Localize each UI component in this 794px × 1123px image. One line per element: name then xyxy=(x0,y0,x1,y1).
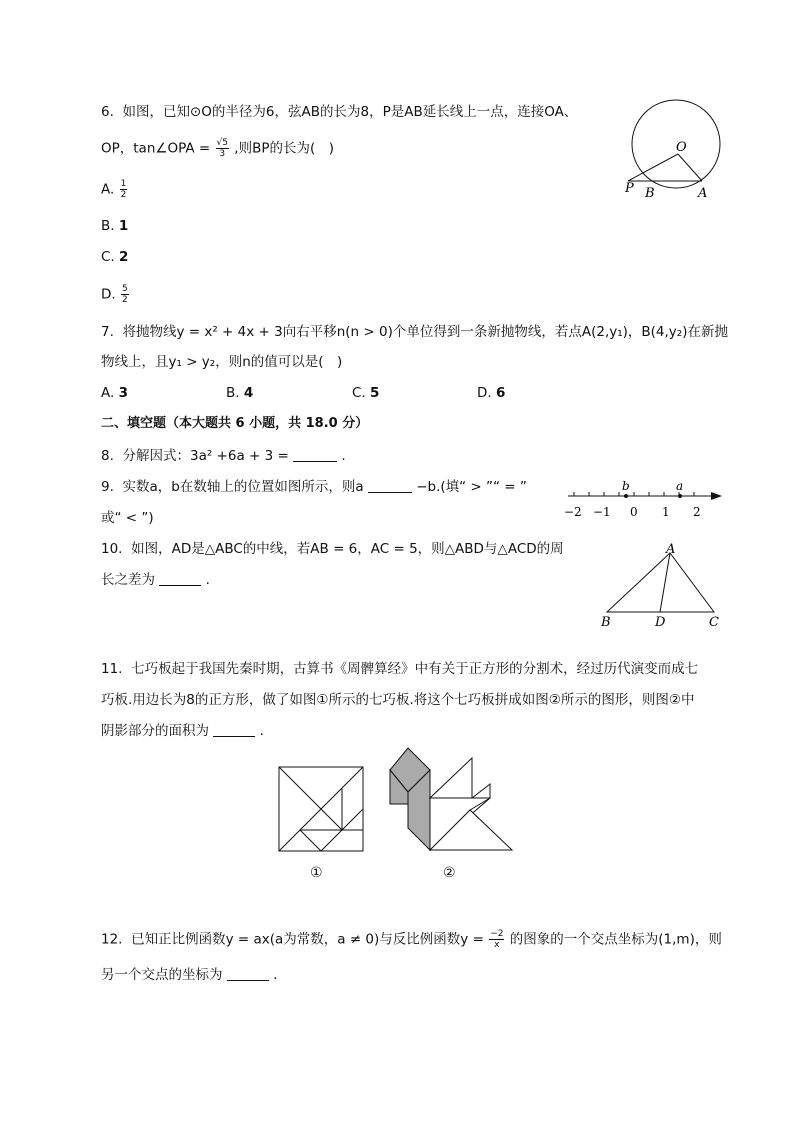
q7-option-a[interactable] xyxy=(101,384,128,402)
line-OA xyxy=(678,154,702,181)
q6-option-d[interactable] xyxy=(101,284,130,305)
label-O: O xyxy=(676,140,687,155)
option-value: 5 xyxy=(370,385,380,401)
q7-line2 xyxy=(101,353,342,371)
fraction-denominator: x xyxy=(494,940,500,950)
q12-end: . xyxy=(273,967,278,983)
q12-line1 xyxy=(101,929,722,950)
q11-tangram-figure-1 xyxy=(278,766,364,852)
q6-text-after-frac: ,则BP的长为( ) xyxy=(234,140,335,157)
tick-label: 1 xyxy=(662,505,670,519)
triangle-ABC xyxy=(607,553,714,612)
q6-circle-figure xyxy=(620,96,730,206)
q9-text-before: 实数a，b在数轴上的位置如图所示，则a xyxy=(122,479,364,495)
q8-text: 分解因式：3a² +6a + 3 = xyxy=(122,448,289,464)
line-PO xyxy=(628,154,678,181)
label-B: B xyxy=(645,186,655,201)
q11-text-line1: 七巧板起于我国先秦时期，古算书《周髀算经》中有关于正方形的分割术，经过历代演变而成七 xyxy=(131,661,699,677)
q6-number: 6. xyxy=(101,104,114,120)
label-P: P xyxy=(625,181,634,196)
q10-line1 xyxy=(101,540,564,558)
q7-option-b[interactable] xyxy=(226,384,253,402)
q12-text-line2: 另一个交点的坐标为 xyxy=(101,967,223,983)
q10-line2 xyxy=(101,571,210,589)
option-label: B. xyxy=(226,385,240,401)
section-title: 二、填空题（本大题共 6 小题，共 18.0 分） xyxy=(101,416,369,431)
option-label: A. xyxy=(101,385,115,401)
option-value: 6 xyxy=(495,385,506,401)
q11-line3 xyxy=(101,722,264,740)
q12-line2 xyxy=(101,966,277,984)
axis-arrow xyxy=(711,492,722,500)
option-label: C. xyxy=(101,249,115,265)
q8-end: . xyxy=(341,448,346,464)
fraction-numerator: 5 xyxy=(121,284,128,294)
median-AD xyxy=(660,553,670,612)
q6-option-c[interactable] xyxy=(101,248,128,266)
option-label: D. xyxy=(101,286,116,303)
q8-answer-blank[interactable] xyxy=(293,447,337,462)
q11-text-line2: 巧板.用边长为8的正方形，做了如图①所示的七巧板.将这个七巧板拼成如图②所示的图形，则图②中 xyxy=(101,692,695,708)
option-fraction xyxy=(121,284,129,305)
option-label: B. xyxy=(101,218,115,234)
option-value: 3 xyxy=(118,385,128,401)
q10-triangle-figure xyxy=(592,540,727,632)
tangram-diagonal xyxy=(279,767,342,830)
q6-tan-fraction xyxy=(216,138,229,159)
q11-figure-1-label: ① xyxy=(310,865,323,881)
tick-label: 0 xyxy=(630,505,638,519)
q9-text-after: −b.(填“ > ”“ = ” xyxy=(416,479,527,495)
q10-number: 10. xyxy=(101,541,123,557)
q7-number: 7. xyxy=(101,324,114,340)
q6-option-b[interactable] xyxy=(101,217,128,235)
fraction-denominator: 2 xyxy=(121,295,128,305)
q6-text-before-frac: OP，tan∠OPA = xyxy=(101,140,211,157)
label-a: a xyxy=(676,479,684,493)
option-label: A. xyxy=(101,181,115,198)
option-fraction xyxy=(120,179,128,200)
q11-line2 xyxy=(101,691,694,709)
q9-answer-blank[interactable] xyxy=(368,478,412,493)
fraction-numerator: −2 xyxy=(490,929,504,939)
q10-answer-blank[interactable] xyxy=(159,571,201,586)
q6-line1 xyxy=(101,103,577,121)
label-B: B xyxy=(601,615,611,630)
q11-text-line3: 阴影部分的面积为 xyxy=(101,723,209,739)
q11-end: . xyxy=(259,723,264,739)
option-value: 4 xyxy=(243,385,254,401)
q12-number: 12. xyxy=(101,931,123,948)
q9-number: 9. xyxy=(101,479,114,495)
q7-text-line2: 物线上，且y₁ > y₂，则n的值可以是( ) xyxy=(101,354,343,370)
q8-line xyxy=(101,447,346,465)
fraction-numerator: 1 xyxy=(120,179,127,189)
q7-line1 xyxy=(101,323,728,341)
q7-option-c[interactable] xyxy=(352,384,379,402)
label-C: C xyxy=(709,615,719,630)
label-D: D xyxy=(655,615,666,630)
q8-number: 8. xyxy=(101,448,114,464)
tangram-edge xyxy=(300,830,321,851)
q6-line2 xyxy=(101,138,334,159)
q11-number: 11. xyxy=(101,661,123,677)
q12-fraction xyxy=(489,929,504,950)
q11-figure-2-label: ② xyxy=(443,865,456,881)
option-value: 1 xyxy=(118,218,129,234)
option-label: D. xyxy=(477,385,492,401)
point-b xyxy=(624,494,628,498)
q6-text-line1: 如图，已知⊙O的半径为6，弦AB的长为8，P是AB延长线上一点，连接OA、 xyxy=(122,104,578,120)
q12-text-after-frac: 的图象的一个交点坐标为(1,m)，则 xyxy=(509,931,722,948)
q10-text-line2: 长之差为 xyxy=(101,572,155,588)
tick-label: 2 xyxy=(693,505,701,519)
q9-line1 xyxy=(101,478,527,496)
q11-tangram-figure-2 xyxy=(386,744,518,854)
label-A: A xyxy=(666,542,676,557)
q6-option-a[interactable] xyxy=(101,179,128,200)
tick-label: −1 xyxy=(593,505,611,519)
label-b: b xyxy=(622,479,630,493)
label-A: A xyxy=(698,186,708,201)
q12-text-before-frac: 已知正比例函数y = ax(a为常数，a ≠ 0)与反比例函数y = xyxy=(131,931,484,948)
q11-line1 xyxy=(101,660,698,678)
q12-answer-blank[interactable] xyxy=(227,966,269,981)
q10-end: . xyxy=(205,572,210,588)
option-value: 2 xyxy=(119,249,129,265)
fraction-denominator: 2 xyxy=(120,190,127,200)
tick-label: −2 xyxy=(564,505,582,519)
option-label: C. xyxy=(352,385,366,401)
q9-line2: 或“ < ”) xyxy=(101,510,154,526)
q6-tan-numerator: √5 xyxy=(216,138,228,148)
q6-tan-denominator: 3 xyxy=(219,149,226,159)
q11-answer-blank[interactable] xyxy=(213,722,255,737)
q7-text-line1: 将抛物线y = x² + 4x + 3向右平移n(n > 0)个单位得到一条新抛物线，若点A(2,y₁)，B(4,y₂)在新抛 xyxy=(122,324,728,340)
tangram-triangle xyxy=(430,758,472,798)
q9-number-line xyxy=(560,478,725,520)
q10-text-line1: 如图，AD是△ABC的中线，若AB = 6，AC = 5，则△ABD与△ACD的周 xyxy=(131,541,564,557)
point-a xyxy=(678,494,682,498)
q7-option-d[interactable] xyxy=(477,384,505,402)
